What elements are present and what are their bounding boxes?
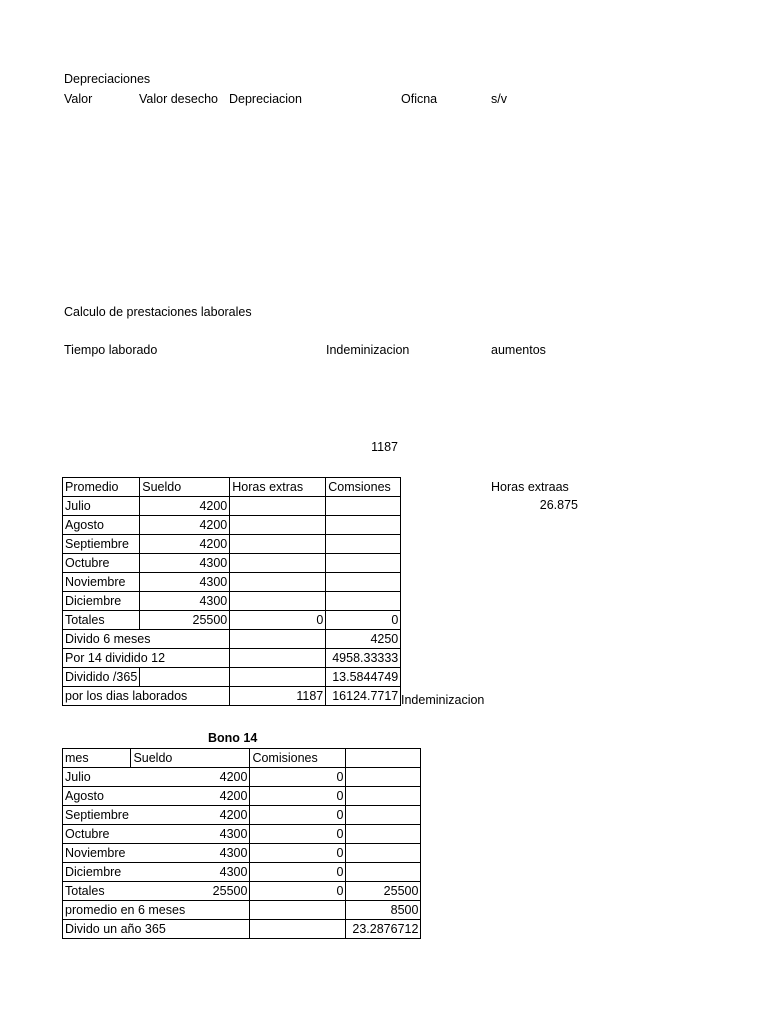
summary-value: 4250 [326,630,401,649]
summary-value [250,920,346,939]
header-tiempo-laborado: Tiempo laborado [64,343,158,357]
commission-cell [326,592,401,611]
salary-cell: 4200 [131,768,250,787]
month-cell: Noviembre [63,573,140,592]
header-valor-desecho: Valor desecho [139,92,218,106]
salary-cell: 4300 [131,825,250,844]
commission-cell: 0 [250,825,346,844]
overtime-cell [230,592,326,611]
commission-cell [326,535,401,554]
table-header-cell: Sueldo [131,749,250,768]
summary-label: por los dias laborados [63,687,230,706]
header-valor: Valor [64,92,93,106]
summary-empty [140,668,230,687]
table-row [63,768,421,787]
summary-row [63,630,401,649]
table-row [63,573,401,592]
month-cell: Diciembre [63,863,131,882]
table-row [63,535,401,554]
total-cell [346,825,421,844]
table-row [63,825,421,844]
overtime-cell [230,535,326,554]
overtime-cell [230,516,326,535]
salary-cell: 4300 [131,844,250,863]
table-header-cell: mes [63,749,131,768]
commission-cell: 0 [250,844,346,863]
summary-value: 8500 [346,901,421,920]
summary-row [63,920,421,939]
salary-cell: 4200 [140,535,230,554]
total-cell [346,787,421,806]
month-cell: Julio [63,497,140,516]
totals-label: Totales [63,611,140,630]
month-cell: Septiembre [63,535,140,554]
summary-label: Por 14 dividido 12 [63,649,230,668]
summary-value: 23.2876712 [346,920,421,939]
commission-cell [326,573,401,592]
month-cell: Septiembre [63,806,131,825]
table-header-row [63,749,421,768]
summary-label: Divido 6 meses [63,630,230,649]
table-header-row [63,478,401,497]
table-row [63,516,401,535]
total-cell [346,863,421,882]
total-cell [346,844,421,863]
salary-cell: 4300 [140,573,230,592]
salary-cell: 4200 [140,516,230,535]
grand-total: 25500 [346,882,421,901]
overtime-cell [230,554,326,573]
table-header-cell: Horas extras [230,478,326,497]
overtime-label: Horas extraas [491,480,569,494]
commission-cell [326,497,401,516]
total-cell [346,806,421,825]
table-header-cell: Promedio [63,478,140,497]
benefits-title: Calculo de prestaciones laborales [64,305,252,319]
indemnizacion-note: Indeminizacion [401,693,485,707]
commission-cell [326,516,401,535]
summary-row [63,649,401,668]
month-cell: Agosto [63,787,131,806]
summary-value [230,630,326,649]
table-row [63,806,421,825]
table-header-cell: Comsiones [326,478,401,497]
table-row [63,554,401,573]
overtime-cell [230,497,326,516]
month-cell: Agosto [63,516,140,535]
commission-total: 0 [250,882,346,901]
summary-value: 1187 [230,687,326,706]
salary-total: 25500 [140,611,230,630]
commission-cell [326,554,401,573]
summary-value: 13.5844749 [326,668,401,687]
summary-label: promedio en 6 meses [63,901,250,920]
salary-cell: 4300 [140,554,230,573]
table-header-cell: Sueldo [140,478,230,497]
table-row [63,787,421,806]
table-row [63,844,421,863]
table-header-cell [346,749,421,768]
header-oficina: Oficna [401,92,438,106]
totals-row [63,882,421,901]
totals-row [63,611,401,630]
header-depreciacion: Depreciacion [229,92,302,106]
bono14-table [62,748,421,939]
month-cell: Julio [63,768,131,787]
summary-value: 4958.33333 [326,649,401,668]
header-sv: s/v [491,92,507,106]
summary-row [63,901,421,920]
header-aumentos: aumentos [491,343,546,357]
month-cell: Diciembre [63,592,140,611]
month-cell: Octubre [63,825,131,844]
summary-value [230,668,326,687]
overtime-total: 0 [230,611,326,630]
salary-cell: 4200 [131,787,250,806]
overtime-value: 26.875 [539,498,578,512]
salary-cell: 4300 [131,863,250,882]
total-cell [346,768,421,787]
commission-cell: 0 [250,787,346,806]
header-indemnizacion: Indeminizacion [326,343,410,357]
summary-label: Dividido /365 [63,668,140,687]
salary-cell: 4200 [140,497,230,516]
summary-value: 16124.7717 [326,687,401,706]
table-row [63,497,401,516]
totals-label: Totales [63,882,131,901]
bono14-title: Bono 14 [208,731,258,745]
commission-total: 0 [326,611,401,630]
table-row [63,863,421,882]
summary-row [63,668,401,687]
average-salary-table [62,477,401,706]
depreciation-title: Depreciaciones [64,72,151,86]
month-cell: Noviembre [63,844,131,863]
salary-total: 25500 [131,882,250,901]
summary-row [63,687,401,706]
salary-cell: 4300 [140,592,230,611]
summary-value [230,649,326,668]
month-cell: Octubre [63,554,140,573]
commission-cell: 0 [250,863,346,882]
commission-cell: 0 [250,806,346,825]
salary-cell: 4200 [131,806,250,825]
summary-label: Divido un año 365 [63,920,250,939]
commission-cell: 0 [250,768,346,787]
table-header-cell: Comisiones [250,749,346,768]
overtime-cell [230,573,326,592]
table-row [63,592,401,611]
summary-value [250,901,346,920]
days-worked-value: 1187 [371,440,398,454]
